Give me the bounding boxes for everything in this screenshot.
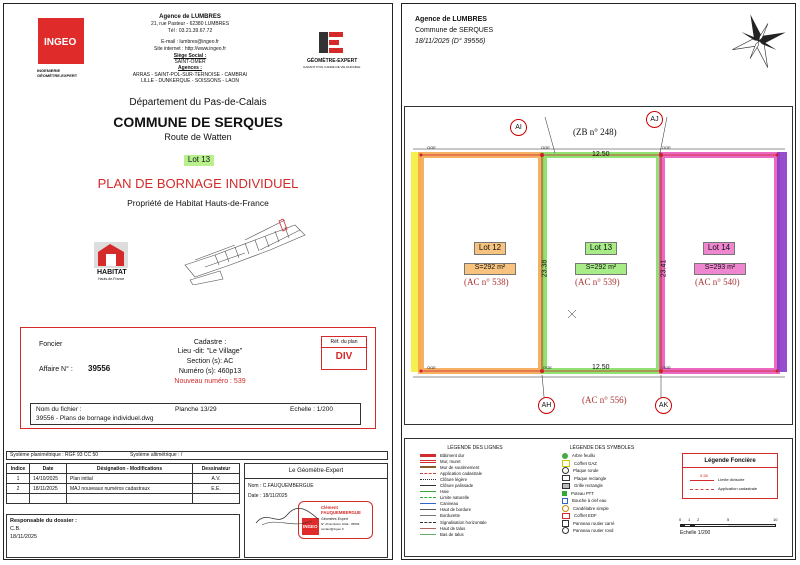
- legend-line-item: Caniveau: [420, 501, 540, 507]
- lot-badge: [184, 155, 214, 166]
- cadastre-label: Cadastre :: [193, 339, 227, 346]
- oge-label: OGE: [541, 145, 550, 150]
- agency-address: 21, rue Pasteur - 62380 LUMBRES: [150, 21, 230, 27]
- legend-line-item: Clôture légère: [420, 476, 540, 482]
- stamp-line3: contact@ingeo.fr: [321, 527, 344, 531]
- nom-label: Nom du fichier :: [36, 406, 82, 413]
- responsable-label: Responsable du dossier :: [10, 518, 77, 524]
- dim-top: 12.50: [592, 151, 610, 158]
- legend-fonciere-limit-value: 5.58: [700, 473, 708, 478]
- legend-line-item: Bâtiment dur: [420, 452, 540, 458]
- legend-symbol-item: Candélabre simple: [562, 505, 672, 513]
- legend-symbol-item: Panneau routier carré: [562, 520, 672, 528]
- altimetrique: Système altimétrique : /: [130, 452, 183, 458]
- legend-line-item: Signalisation horizontale: [420, 519, 540, 525]
- scale-bar: [680, 518, 780, 540]
- lot-12-ac: (AC n° 538): [464, 277, 509, 287]
- lot-13-ac: (AC n° 539): [575, 277, 620, 287]
- oge-label: OGE: [543, 365, 552, 370]
- habitat-logo-text: HABITAT: [97, 269, 127, 276]
- legend-fonciere-app-label: Application cadastrale: [718, 486, 758, 491]
- lot-14-surface: S=293 m²: [694, 263, 746, 275]
- right-date: 18/11/2025 (D° 39556): [415, 38, 486, 45]
- siege-value: SAINT-OMER: [174, 59, 206, 65]
- zb-label: (ZB n° 248): [573, 127, 617, 137]
- agency-email: E-mail : lumbres@ingeo.fr: [161, 39, 219, 45]
- stamp-line2: N° d'inscription OGE : 05569: [321, 522, 360, 526]
- table-cell: 1: [7, 474, 30, 484]
- table-cell: 14/10/2025: [30, 474, 67, 484]
- agency-title: Agence de LUMBRES: [159, 14, 221, 20]
- dim-left: 23.38: [541, 259, 549, 278]
- lot-13-label: Lot 13: [585, 242, 617, 255]
- ingeo-logo-text: INGEO: [44, 37, 77, 48]
- table-row: [7, 484, 240, 494]
- legend-symbol-item: Grille rectangle: [562, 482, 672, 490]
- signature: [252, 505, 322, 530]
- legend-symbol-item: Coffret GAZ: [562, 460, 672, 468]
- stamp-line1: Géomètre-Expert: [321, 517, 348, 521]
- ingeo-logo-sub1: INGENIERIE: [37, 68, 61, 73]
- revisions-header: Dessinateur: [193, 464, 240, 474]
- marker-ai[interactable]: AI: [510, 119, 527, 136]
- agences-label: Agences :: [178, 65, 202, 71]
- scale-tick: 10: [773, 517, 778, 522]
- ac556-label: (AC n° 556): [582, 395, 627, 405]
- scale-label: Echelle 1/200: [680, 530, 711, 536]
- legend-lines-title: LÉGENDE DES LIGNES: [447, 445, 503, 451]
- foncier-label: Foncier: [39, 341, 63, 348]
- agency-block: [110, 13, 270, 84]
- lot-13-surface: S=292 m²: [575, 263, 627, 275]
- legend-line-item: Haut de talus: [420, 525, 540, 531]
- affaire-label: Affaire N° :: [39, 366, 73, 373]
- legend-symbol-item: Plaque ronde: [562, 467, 672, 475]
- stamp-name: Clément FAUQUEMBERGUE: [321, 505, 361, 515]
- ref-label: Réf. du plan: [330, 339, 358, 345]
- revisions-header: Indice: [7, 464, 30, 474]
- oge-label: OGE: [427, 145, 436, 150]
- revisions-header-row: [7, 464, 240, 474]
- table-cell: MAJ nouveaux numéros cadastraux: [67, 484, 193, 494]
- table-cell: A.V.: [193, 474, 240, 484]
- marker-aj[interactable]: AJ: [646, 111, 663, 128]
- right-agency: Agence de LUMBRES: [415, 16, 487, 23]
- plan-title: PLAN DE BORNAGE INDIVIDUEL: [97, 176, 299, 191]
- ingeo-logo-sub2: GÉOMÈTRE-EXPERT: [37, 73, 78, 78]
- legend-lines-list: [420, 452, 540, 537]
- propriete: Propriété de Habitat Hauts-de-France: [127, 198, 269, 208]
- legend-symbol-item: Bouche à clef eau: [562, 497, 672, 505]
- scale-tick: 2: [697, 517, 700, 522]
- marker-ah[interactable]: AH: [538, 397, 555, 414]
- legend-line-item: Clôture palissade: [420, 482, 540, 488]
- table-row: [7, 494, 240, 504]
- legend-fonciere-title: Légende Foncière: [704, 458, 756, 464]
- siege-label: Siège Social :: [173, 53, 207, 59]
- responsable-date: 18/11/2025: [10, 534, 38, 540]
- affaire-value: 39556: [88, 364, 111, 373]
- agency-website: Site internet : http://www.ingeo.fr: [154, 46, 226, 52]
- revisions-header: Date: [30, 464, 67, 474]
- right-commune: Commune de SERQUES: [415, 27, 494, 34]
- scale-tick: 0: [679, 517, 682, 522]
- oge-label: OGE: [662, 365, 671, 370]
- legend-line-item: Mur, muret: [420, 458, 540, 464]
- agency-tel: Tél : 03.21.39.67.72: [167, 28, 213, 34]
- lot-14-label: Lot 14: [703, 242, 735, 255]
- nom-value: 39556 - Plans de bornage individuel.dwg: [36, 415, 154, 422]
- scale-tick: 1: [688, 517, 691, 522]
- geometre-date: Date : 18/11/2025: [248, 493, 288, 499]
- revisions-table: [6, 463, 240, 504]
- legend-line-item: Haut de bordure: [420, 507, 540, 513]
- agences-line1: ARRAS - SAINT-POL-SUR-TERNOISE - CAMBRAI: [132, 72, 248, 78]
- nouveau-numero: Nouveau numéro : 539: [174, 378, 246, 385]
- dim-bottom: 12.50: [592, 364, 610, 371]
- numero: Numéro (s): 460p13: [178, 368, 242, 375]
- marker-ak[interactable]: AK: [655, 397, 672, 414]
- legend-symbol-item: Plaque rectangle: [562, 475, 672, 483]
- geometre-expert-logo-sub: GARANT D'UN CADRE DE VIE DURABLE: [303, 65, 361, 69]
- legend-line-item: Limite naturelle: [420, 495, 540, 501]
- geometre-nom: Nom : C.FAUQUEMBERGUE: [248, 483, 314, 489]
- geometre-expert-logo: [317, 30, 347, 55]
- legend-line-item: Bas de talus: [420, 531, 540, 537]
- commune: COMMUNE DE SERQUES: [113, 114, 283, 130]
- legend-symbols-list: [562, 452, 672, 535]
- habitat-logo: [92, 238, 132, 288]
- table-row: [7, 474, 240, 484]
- compass-rose-icon: [728, 10, 790, 72]
- ingeo-logo: [38, 18, 84, 64]
- legend-line-item: Application cadastrale: [420, 470, 540, 476]
- legend-symbol-item: Poteau PTT: [562, 490, 672, 498]
- responsable-name: C.B.: [10, 526, 21, 532]
- legend-symbol-item: Arbre feuillu: [562, 452, 672, 460]
- section: Section (s): AC: [186, 358, 234, 365]
- lot-14-ac: (AC n° 540): [695, 277, 740, 287]
- site-thumbnail: [175, 205, 315, 285]
- revisions-header: Désignation - Modifications: [67, 464, 193, 474]
- lot-12-surface: S=292 m²: [464, 263, 516, 275]
- departement: Département du Pas-de-Calais: [129, 97, 267, 108]
- lot-12-label: Lot 12: [474, 242, 506, 255]
- planche: Planche 13/29: [175, 406, 217, 413]
- route: Route de Watten: [164, 132, 232, 142]
- legend-symbol-item: Coffret EDF: [562, 512, 672, 520]
- planimetrique: Système planimétrique : RGF 93 CC 50: [10, 452, 99, 458]
- geometre-expert-logo-text: GÉOMÈTRE-EXPERT: [307, 58, 358, 64]
- geometre-title: Le Géomètre-Expert: [288, 468, 344, 474]
- table-cell: 18/11/2025: [30, 484, 67, 494]
- scale-tick: 5: [727, 517, 730, 522]
- table-cell: 2: [7, 484, 30, 494]
- ref-value: DIV: [335, 351, 353, 362]
- legend-symbols-title: LÉGENDE DES SYMBOLES: [569, 445, 635, 451]
- table-cell: E.E.: [193, 484, 240, 494]
- legend-symbol-item: Panneau routier rond: [562, 527, 672, 535]
- habitat-logo-sub: Hauts-de-France: [98, 277, 125, 281]
- stamp-logo-text: INGEO: [303, 524, 318, 529]
- lot-badge-text: Lot 13: [187, 155, 211, 164]
- agences-line2: LILLE - DUNKERQUE - SOISSONS - LAON: [140, 78, 240, 84]
- table-cell: Plan initial: [67, 474, 193, 484]
- legend-line-item: Bordurette: [420, 513, 540, 519]
- oge-label: OGE: [427, 365, 436, 370]
- lieu-dit: Lieu -dit: "Le Village": [177, 348, 243, 355]
- dim-right: 23.41: [660, 259, 668, 278]
- ref-box: [321, 336, 367, 370]
- legend-fonciere-limit-label: Limite divisoire: [718, 477, 745, 482]
- oge-label: OGE: [662, 145, 671, 150]
- echelle: Echelle : 1/200: [290, 406, 334, 413]
- legend-line-item: Haie: [420, 489, 540, 495]
- legend-line-item: Mur de soutènement: [420, 464, 540, 470]
